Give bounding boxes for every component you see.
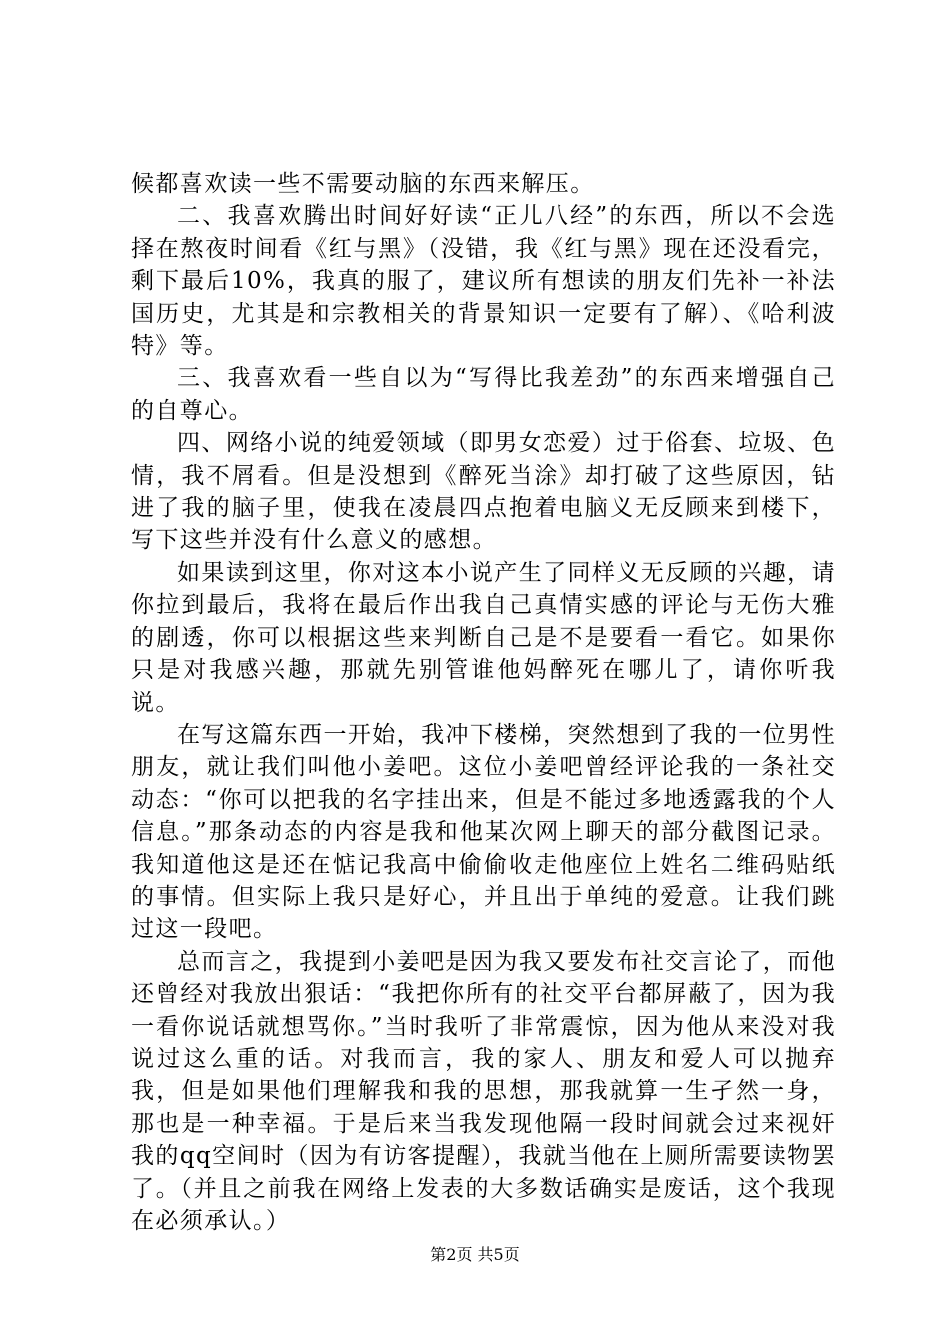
- paragraph-point-three: 三、我喜欢看一些自以为“写得比我差劲”的东西来增强自己的自尊心。: [131, 365, 836, 424]
- paragraph-point-two: 二、我喜欢腾出时间好好读“正儿八经”的东西，所以不会选择在熬夜时间看《红与黑》（没错，我《红与黑》现在还没看完，剩下最后10%，我真的服了，建议所有想读的朋友们先补一补法国历史，尤其是和宗教相关的背景知识一定要有了解）、《哈利波特》等。: [131, 203, 836, 360]
- paragraph-point-four: 四、网络小说的纯爱领域（即男女恋爱）过于俗套、垃圾、色情，我不屑看。但是没想到《醉死当涂》却打破了这些原因，钻进了我的脑子里，使我在凌晨四点抱着电脑义无反顾来到楼下，写下这些并没有什么意义的感想。: [131, 430, 836, 554]
- document-body: [131, 168, 836, 1237]
- paragraph-continued: 候都喜欢读一些不需要动脑的东西来解压。: [131, 171, 595, 197]
- page-number: 第2页 共5页: [430, 1245, 520, 1264]
- paragraph-summary: 总而言之，我提到小姜吧是因为我又要发布社交言论了，而他还曾经对我放出狠话：“我把你所有的社交平台都屏蔽了，因为我一看你说话就想骂你。”当时我听了非常震惊，因为他从来没对我说过这么重的话。对我而言，我的家人、朋友和爱人可以抛弃我，但是如果他们理解我和我的思想，那我就算一生孑然一身，那也是一种幸福。于是后来当我发现他隔一段时间就会过来视奸我的qq空间时（因为有访客提醒），我就当他在上厕所需要读物罢了。（并且之前我在网络上发表的大多数话确实是废话，这个我现在必须承认。）: [131, 948, 836, 1234]
- paragraph-reader-note: 如果读到这里，你对这本小说产生了同样义无反顾的兴趣，请你拉到最后，我将在最后作出我自己真情实感的评论与无伤大雅的剧透，你可以根据这些来判断自己是不是要看一看它。如果你只是对我感兴趣，那就先别管谁他妈醉死在哪儿了，请你听我说。: [131, 559, 836, 716]
- paragraph-friend-story: 在写这篇东西一开始，我冲下楼梯，突然想到了我的一位男性朋友，就让我们叫他小姜吧。这位小姜吧曾经评论我的一条社交动态：“你可以把我的名字挂出来，但是不能过多地透露我的个人信息。”那条动态的内容是我和他某次网上聊天的部分截图记录。我知道他这是还在惦记我高中偷偷收走他座位上姓名二维码贴纸的事情。但实际上我只是好心，并且出于单纯的爱意。让我们跳过这一段吧。: [131, 721, 836, 943]
- page-footer: [0, 1245, 950, 1265]
